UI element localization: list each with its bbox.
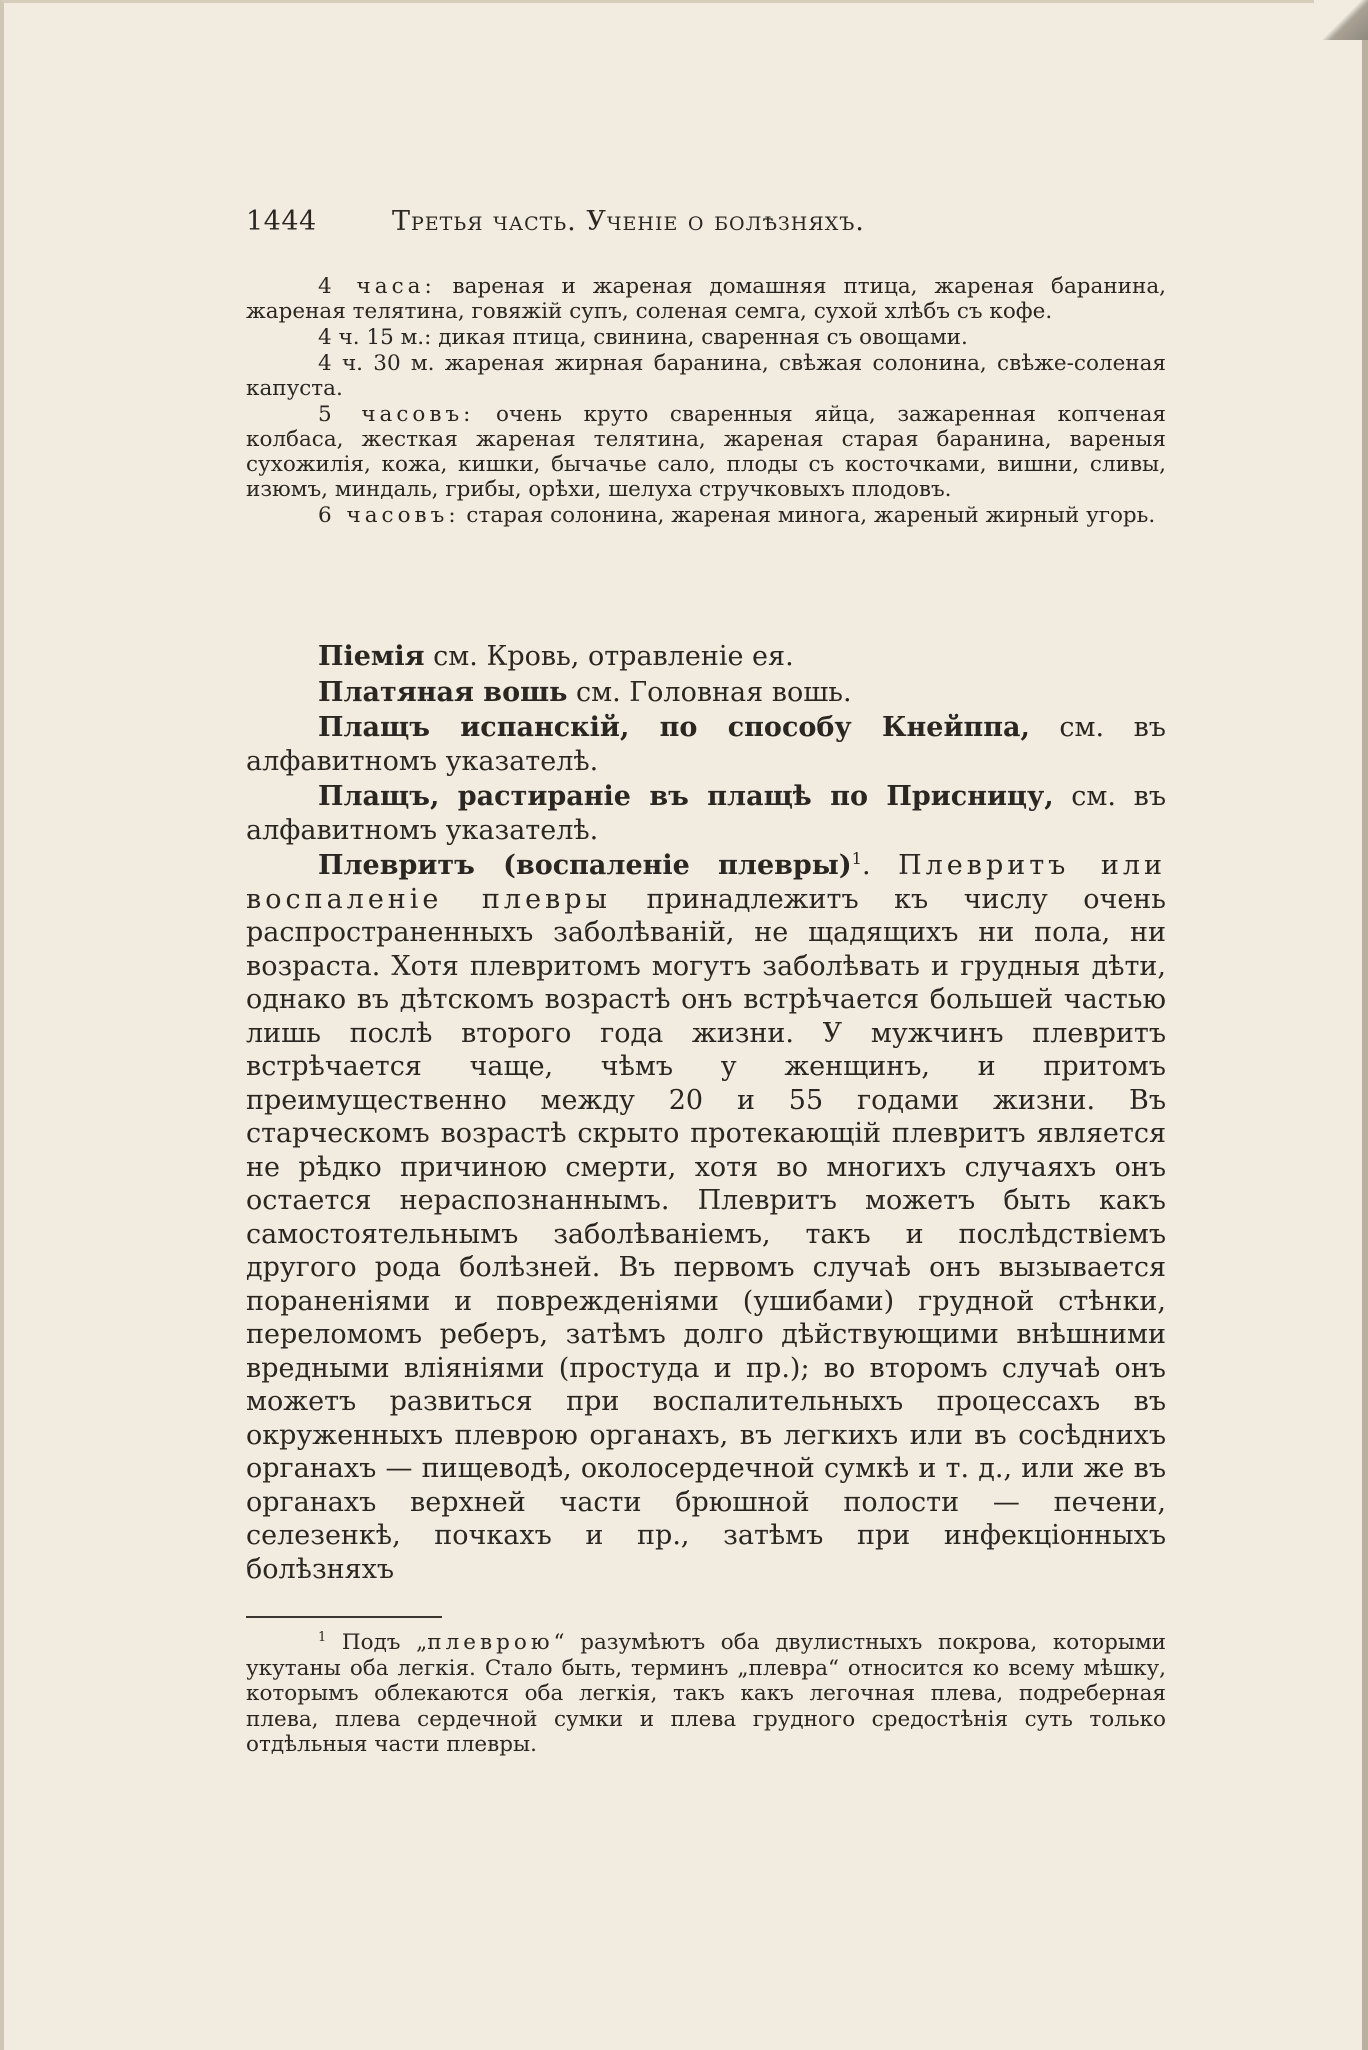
list-item: [246, 325, 1166, 350]
running-title: Третья часть. Ученіе о болѣзняхъ.: [392, 206, 865, 237]
entry-text: см. въ алфавитномъ указателѣ.: [246, 712, 1166, 777]
entry-term: Плащъ, растираніе въ плащѣ по Присницу,: [318, 781, 1054, 812]
entry-text: см. въ алфавитномъ указателѣ.: [246, 781, 1166, 846]
entry-text: см. Кровь, отравленіе ея.: [424, 641, 794, 672]
list-item: [246, 402, 1166, 502]
footnote-text: [246, 1630, 1166, 1758]
list-item-lead: 6 часовъ:: [318, 503, 460, 528]
digestion-time-list: [246, 274, 1166, 529]
article-lead: Плевритъ или воспаленіе плевры: [246, 850, 1167, 915]
list-item: [246, 274, 1166, 324]
footnote-marker: 1: [318, 1629, 327, 1645]
footnote-reference: 1: [851, 849, 862, 868]
entry-term: Плевритъ (воспаленіе плевры): [318, 850, 852, 881]
entry: [246, 676, 1166, 710]
entry-term: Плащъ испанскій, по способу Кнейппа,: [318, 712, 1030, 743]
main-text: [246, 640, 1166, 1588]
page-header: [246, 206, 1126, 246]
list-item-lead: 4 часа:: [318, 274, 436, 299]
entry-term: Піемія: [318, 641, 425, 672]
page-number: 1444: [246, 206, 317, 237]
entry-text: см. Головная вошь.: [567, 676, 852, 708]
list-item-text: 4 ч. 15 м.: дикая птица, свинина, сваренная съ овощами.: [318, 325, 968, 350]
entry: [246, 780, 1166, 847]
list-item-text: очень круто сваренныя яйца, зажаренная копченая колбаса, жесткая жареная телятина, жареная старая баранина, вареныя сухожилія, кожа, кишки, бычачье сало, плоды съ косточками, вишни, сливы, изюмъ, миндаль, грибы, орѣхи, шелуха стручковыхъ плодовъ.: [246, 402, 1166, 502]
footnote-pre: Подъ „: [326, 1630, 428, 1655]
list-item-text: 4 ч. 30 м. жареная жирная баранина, свѣжая солонина, свѣже-соленая капуста.: [246, 351, 1166, 401]
footnote-post: “ разумѣютъ оба двулистныхъ покрова, которыми укутаны оба легкія. Стало быть, терминъ „плевра“ относится ко всему мѣшку, которымъ облекаются оба легкія, такъ какъ легочная плева, подреберная плева, плева сердечной сумки и плева грудного средостѣнія суть только отдѣльныя части плевры.: [246, 1630, 1167, 1757]
article-body: принадлежитъ къ числу очень распространенныхъ заболѣваній, не щадящихъ ни пола, ни возраста. Хотя плевритомъ могутъ заболѣвать и грудныя дѣти, однако въ дѣтскомъ возрастѣ онъ встрѣчается большей частью лишь послѣ второго года жизни. У мужчинъ плевритъ встрѣчается чаще, чѣмъ у женщинъ, и притомъ преимущественно между 20 и 55 годами жизни. Въ старческомъ возрастѣ скрыто протекающій плевритъ является не рѣдко причиною смерти, хотя во многихъ случаяхъ онъ остается нераспознаннымъ. Плевритъ можетъ быть какъ самостоятельнымъ заболѣваніемъ, такъ и послѣдствіемъ другого рода болѣзней. Въ первомъ случаѣ онъ вызывается пораненіями и поврежденіями (ушибами) грудной стѣнки, переломомъ реберъ, затѣмъ долго дѣйствующими внѣшними вредными вліяніями (простуда и пр.); во второмъ случаѣ онъ можетъ развиться при воспалительныхъ процессахъ въ окруженныхъ плеврою органахъ, въ легкихъ или въ сосѣднихъ органахъ — пищеводѣ, околосердечной сумкѣ и т. д., или же въ органахъ верхней части брюшной полости — печени, селезенкѣ, почкахъ и пр., затѣмъ при инфекціонныхъ болѣзняхъ: [246, 883, 1166, 1585]
entry-term: Платяная вошь: [318, 676, 568, 708]
list-item-text: вареная и жареная домашняя птица, жареная баранина, жареная телятина, говяжій супъ, соленая семга, сухой хлѣбъ съ кофе.: [246, 274, 1166, 324]
page-corner-mark: [1314, 0, 1368, 40]
list-item-lead: 5 часовъ:: [318, 402, 475, 427]
list-item: [246, 503, 1166, 528]
footnote-spaced-word: плеврою: [427, 1630, 554, 1655]
footnote: [246, 1630, 1166, 1758]
pleurisy-article: Плевритъ (воспаленіе плевры)$^1$. Плевритъ или воспаленіе плевры принадлежитъ къ числу очень распространенныхъ заболѣваній, не щадящихъ ни пола, ни возраста. Хотя плевритомъ могутъ заболѣвать и грудныя дѣти, однако въ дѣтскомъ возрастѣ онъ встрѣчается большей частью лишь послѣ второго года жизни. У мужчинъ плевритъ встрѣчается чаще, чѣмъ у женщинъ, и притомъ преимущественно между 20 и 55 годами жизни. Въ старческомъ возрастѣ скрыто протекающій плевритъ является не рѣдко причиною смерти, хотя во многихъ случаяхъ онъ остается нераспознаннымъ. Плевритъ можетъ быть какъ самостоятельнымъ заболѣваніемъ, такъ и послѣдствіемъ другого рода болѣзней. Въ первомъ случаѣ онъ вызывается пораненіями и поврежденіями (ушибами) грудной стѣнки, переломомъ реберъ, затѣмъ долго дѣйствующими внѣшними вредными вліяніями (простуда и пр.); во второмъ случаѣ онъ можетъ развиться при воспалительныхъ процессахъ въ окруженныхъ плеврою органахъ, въ легкихъ или въ сосѣднихъ органахъ — пищеводѣ, околосердечной сумкѣ и т. д., или же въ органахъ верхней части брюшной полости — печени, селезенкѣ, почкахъ и пр., затѣмъ при инфекціонныхъ болѣзняхъ: [246, 849, 1167, 1585]
list-item: [246, 351, 1166, 401]
list-item-text: старая солонина, жареная минога, жареный жирный угорь.: [459, 503, 1156, 528]
entry: [246, 640, 1166, 674]
footnote-divider: [246, 1616, 442, 1618]
entry: [246, 711, 1166, 778]
